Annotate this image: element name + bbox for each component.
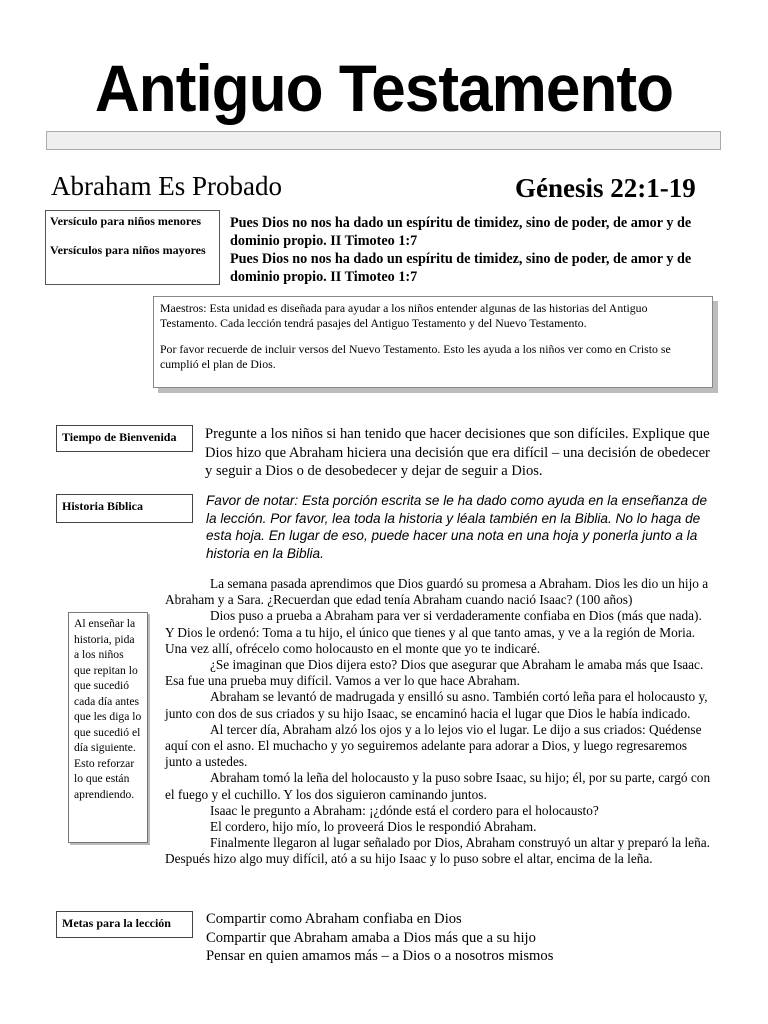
story-paragraph: Isaac le pregunto a Abraham: ¡¿dónde está el cordero para el holocausto?	[210, 802, 599, 818]
bible-story-note: Favor de notar: Esta porción escrita se le ha dado como ayuda en la enseñanza de la lección. Por favor, lea toda la historia y léala también en la Biblia. No lo haga de esta hoja. En lugar de eso, puede hacer una nota en una hoja y ponerla junto a la historia en la Biblia.	[206, 493, 708, 561]
lesson-goals-label: Metas para la lección	[56, 911, 193, 938]
teacher-note-p2: Por favor recuerde de incluir versos del Nuevo Testamento. Esto les ayuda a los niños ver como en Cristo se cumplió el plan de Dios.	[160, 342, 671, 371]
older-verse-text: Pues Dios no nos ha dado un espíritu de timidez, sino de poder, de amor y de dominio propio. II Timoteo 1:7	[230, 251, 692, 285]
story-paragraph: Abraham tomó la leña del holocausto y la puso sobre Isaac, su hijo; él, por su parte, cargó con el fuego y el cuchillo. Y los dos siguieron caminando juntos.	[165, 770, 711, 802]
memory-verses	[230, 214, 715, 286]
goal-item: Pensar en quien amamos más – a Dios o a nosotros mismos	[206, 948, 554, 964]
story-paragraph: ¿Se imaginan que Dios dijera esto? Dios que asegurar que Abraham le amaba más que Isaac. Esa fue una prueba muy difícil. Vamos a ver lo que hace Abraham.	[165, 657, 704, 689]
scripture-reference: Génesis 22:1-19	[515, 173, 696, 203]
lesson-title: Abraham Es Probado	[51, 171, 282, 201]
bible-story-text	[165, 576, 713, 868]
bible-story-label: Historia Bíblica	[56, 494, 193, 523]
story-paragraph: Abraham se levantó de madrugada y ensilló su asno. También cortó leña para el holocausto y, junto con dos de sus criados y su hijo Isaac, se encaminó hacia el lugar que Dios le había indicado.	[165, 689, 708, 721]
story-paragraph: La semana pasada aprendimos que Dios guardó su promesa a Abraham. Dios les dio un hijo a Abraham y a Sara. ¿Recuerdan que edad tenía Abraham cuando nació Isaac? (100 años)	[165, 576, 709, 608]
teacher-note-box	[153, 296, 713, 388]
goal-item: Compartir como Abraham confiaba en Dios	[206, 911, 462, 927]
story-paragraph: Al tercer día, Abraham alzó los ojos y a lo lejos vio el lugar. Le dijo a sus criados: Quédense aquí con el asno. El muchacho y yo seguiremos adelante para adorar a Dios, y luego regresaremos junto a ustedes.	[165, 721, 702, 770]
story-paragraph: Finalmente llegaron al lugar señalado por Dios, Abraham construyó un altar y preparó la leña. Después hizo algo muy difícil, ató a su hijo Isaac y lo puso sobre el altar, encima de la leña.	[165, 835, 710, 867]
title-divider-bar	[46, 131, 721, 150]
story-paragraph: Dios puso a prueba a Abraham para ver si verdaderamente confiaba en Dios (más que nada). Y Dios le ordenó: Toma a tu hijo, el único que tienes y al que tanto amas, y ve a la región de Moria. Una vez allí, ofrécelo como holocausto en el monte que yo te indicaré.	[165, 608, 702, 656]
welcome-text: Pregunte a los niños si han tenido que hacer decisiones que son difíciles. Explique que Dios hizo que Abraham hiciera una decisión que era difícil – una decisión de obedecer y seguir a Dios o de desobedecer y dejar de seguir a Dios.	[205, 426, 710, 479]
teacher-note-p1: Maestros: Esta unidad es diseñada para ayudar a los niños entender algunas de las historias del Antiguo Testamento. Cada lección tendrá pasajes del Antiguo Testamento y del Nuevo Testamento.	[160, 301, 648, 330]
goal-item: Compartir que Abraham amaba a Dios más que a su hijo	[206, 929, 536, 946]
teaching-side-note: Al enseñar la historia, pida a los niños que repitan lo que sucedió cada día antes que les diga lo que sucedió el día siguiente. Esto reforzar lo que están aprendiendo.	[68, 612, 148, 843]
younger-verse-text: Pues Dios no nos ha dado un espíritu de timidez, sino de poder, de amor y de dominio propio. II Timoteo 1:7	[230, 215, 692, 249]
story-paragraph: El cordero, hijo mío, lo proveerá Dios le respondió Abraham.	[210, 819, 537, 835]
welcome-label: Tiempo de Bienvenida	[56, 425, 193, 452]
page-title: Antiguo Testamento	[94, 51, 674, 125]
older-verse-label: Versículos para niños mayores	[50, 243, 206, 257]
verse-labels-box	[45, 210, 220, 285]
lesson-goals-list	[206, 910, 553, 966]
younger-verse-label: Versículo para niños menores	[50, 214, 202, 228]
